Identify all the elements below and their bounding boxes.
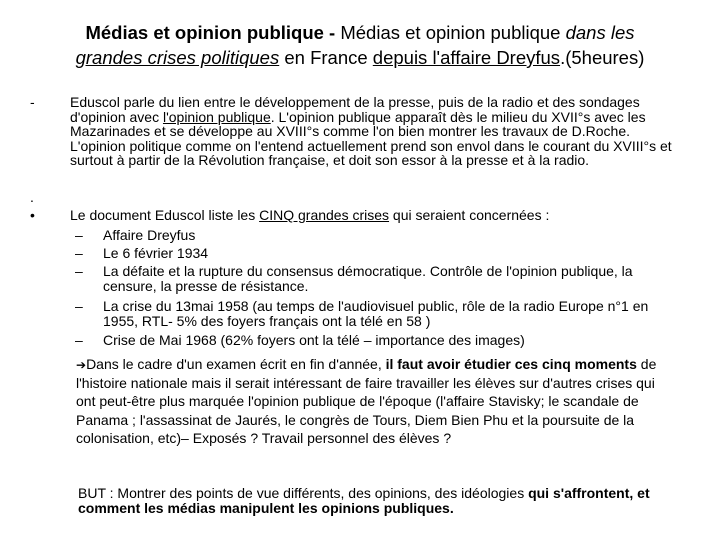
dash-marker: – [75, 298, 83, 314]
but-paragraph [78, 486, 678, 516]
title-part2: en France [279, 47, 373, 68]
crisis-text: La crise du 13mai 1958 (au temps de l'audiovisuel public, rôle de la radio Europe n°1 en 1955, RTL- 5% des foyers français ont la télé en 58 ) [103, 298, 649, 329]
paragraph-text-b: . L'opinion publique apparaît dès le milieu du XVII°s avec les Mazarinades et se développe au XVIII°s comme l'on bien montrer les travaux de D.Roche. L'opinion politique comme on l'entend actuellement prend son envol dans le courant du XVIII°s et surtout à partir de la Révolution française, et doit son essor à la presse et à la radio. [70, 108, 672, 168]
stray-dot-text: . [30, 189, 34, 205]
arrow-right-icon: ➔ [76, 358, 87, 372]
exam-text-a: Dans le cadre d'un examen écrit en fin d'année, [86, 356, 386, 372]
title-italic-underlined: grandes crises politiques [75, 47, 280, 68]
but-text-bold: qui s'affrontent, et comment les médias manipulent les opinions publiques. [78, 485, 650, 516]
crisis-text: Affaire Dreyfus [103, 227, 196, 243]
title-lead: Médias et opinion publique - [85, 22, 336, 43]
exam-text-bold: il faut avoir étudier ces cinq moments [385, 356, 637, 372]
dash-marker: – [75, 227, 83, 243]
dash-marker: – [75, 245, 83, 261]
title-italic1: dans les [565, 22, 635, 43]
page-title [30, 20, 690, 70]
paragraph-text [70, 95, 688, 168]
paragraph-marker: - [30, 94, 35, 110]
exam-text-b: de l'histoire nationale mais il serait intéressant de faire travailler les élèves sur d'autres crises qui ont peut-être plus marquée l'opinion publique de l'époque (l'affaire Stavisky; le scandale de Panama ; l'assassinat de Jaurés, le congrès de Tours, Diem Bien Phu et la poursuite de la colonisation, etc)– Exposés ? Travail personnel des élèves ? [76, 356, 657, 446]
but-text-a: BUT : Montrer des points de vue différents, des opinions, des idéologies [78, 485, 529, 501]
crisis-text: Le 6 février 1934 [103, 245, 209, 261]
title-underlined: depuis l'affaire Dreyfus [372, 47, 561, 68]
underlined-cinq-crises: CINQ grandes crises [259, 207, 390, 223]
bullet-icon: • [30, 207, 35, 223]
title-part3: .(5heures) [560, 47, 645, 68]
crises-intro-b: qui seraient concernées : [389, 207, 550, 223]
crises-intro-a: Le document Eduscol liste les [70, 207, 260, 223]
crisis-text: Crise de Mai 1968 (62% foyers ont la télé – importance des images) [103, 332, 525, 348]
underlined-opinion-publique: l'opinion publique [162, 108, 271, 125]
exam-paragraph [76, 355, 666, 447]
dash-marker: – [75, 332, 83, 348]
crisis-text: La défaite et la rupture du consensus démocratique. Contrôle de l'opinion publique, la censure, la presse de résistance. [103, 263, 633, 294]
dash-marker: – [75, 263, 83, 279]
paragraph-text-a: Eduscol parle du lien entre le développement de la presse, puis de la radio et des sondages d'opinion avec [70, 94, 640, 125]
title-part1: Médias et opinion publique [335, 22, 566, 43]
crises-intro-text [70, 208, 688, 223]
